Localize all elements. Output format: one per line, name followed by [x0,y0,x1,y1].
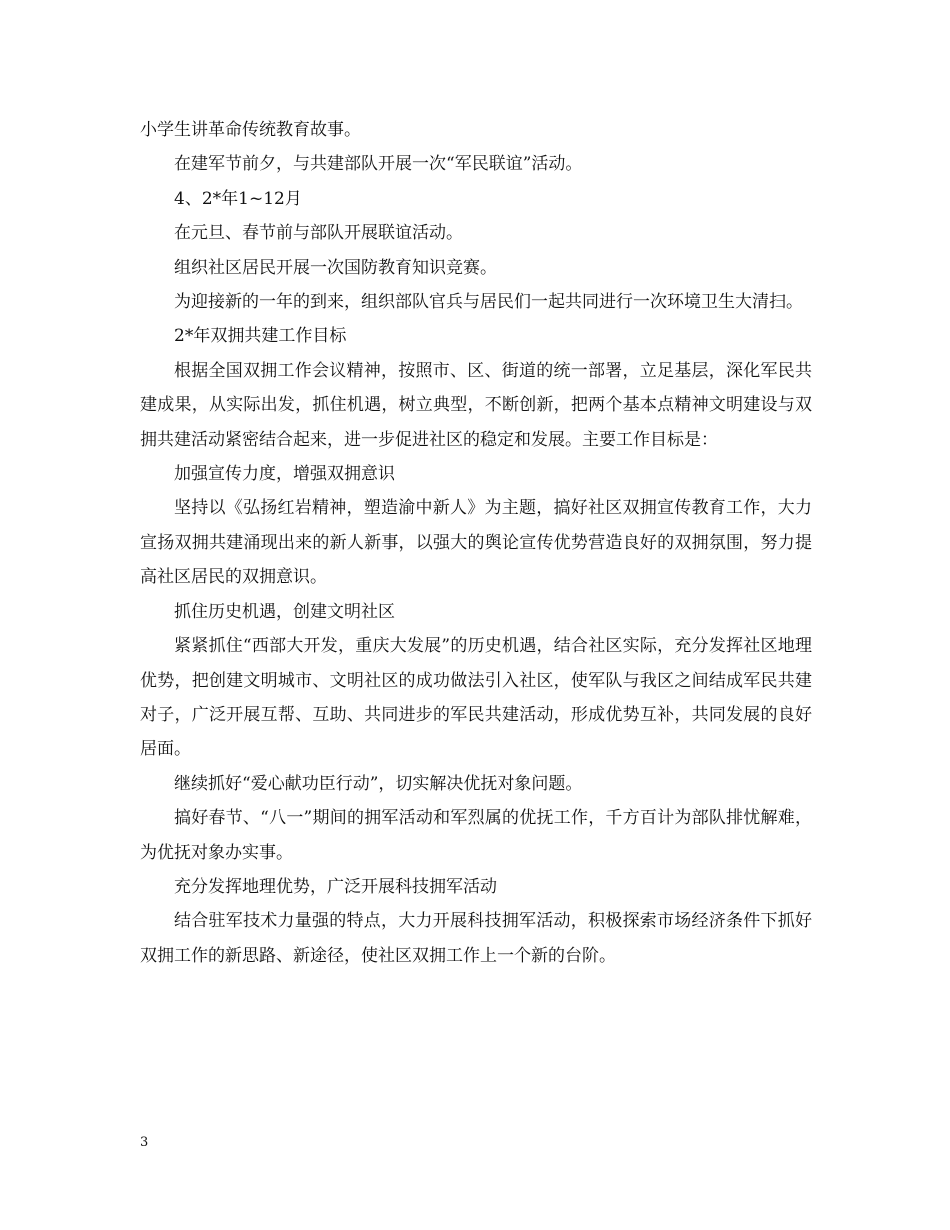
paragraph: 结合驻军技术力量强的特点，大力开展科技拥军活动，积极探索市场经济条件下抓好双拥工作的新思路、新途径，使社区双拥工作上一个新的台阶。 [140,911,812,966]
paragraph: 在元旦、春节前与部队开展联谊活动。 [174,223,463,244]
paragraph: 搞好春节、“八一”期间的拥军活动和军烈属的优抚工作，千方百计为部队排忧解难，为优抚对象办实事。 [140,808,812,863]
paragraph: 坚持以《弘扬红岩精神，塑造渝中新人》为主题，搞好社区双拥宣传教育工作，大力宣扬双拥共建涌现出来的新人新事，以强大的舆论宣传优势营造良好的双拥氛围，努力提高社区居民的双拥意识。 [140,498,812,588]
document-body [140,113,812,973]
paragraph: 组织社区居民开展一次国防教育知识竞赛。 [174,257,497,278]
paragraph: 为迎接新的一年的到来，组织部队官兵与居民们一起共同进行一次环境卫生大清扫。 [174,292,803,313]
subsection-heading: 加强宣传力度，增强双拥意识 [174,464,395,485]
subsection-heading: 充分发挥地理优势，广泛开展科技拥军活动 [174,876,497,897]
paragraph: 根据全国双拥工作会议精神，按照市、区、街道的统一部署，立足基层，深化军民共建成果，从实际出发，抓住机遇，树立典型，不断创新，把两个基本点精神文明建设与双拥共建活动紧密结合起来，进一步促进社区的稳定和发展。主要工作目标是： [140,360,812,450]
paragraph-continuation: 小学生讲革命传统教育故事。 [140,120,361,140]
paragraph: 紧紧抓住“西部大开发，重庆大发展”的历史机遇，结合社区实际，充分发挥社区地理优势，把创建文明城市、文明社区的成功做法引入社区，使军队与我区之间结成军民共建对子，广泛开展互帮、互助、共同进步的军民共建活动，形成优势互补，共同发展的良好居面。 [140,636,812,760]
subsection-heading: 继续抓好“爱心献功臣行动”，切实解决优抚对象问题。 [174,773,583,794]
section-heading: 4、2*年1~12月 [174,188,302,209]
section-heading: 2*年双拥共建工作目标 [174,326,347,347]
paragraph: 在建军节前夕，与共建部队开展一次“军民联谊”活动。 [174,154,583,175]
page-number: 3 [140,1135,149,1150]
subsection-heading: 抓住历史机遇，创建文明社区 [174,601,395,622]
